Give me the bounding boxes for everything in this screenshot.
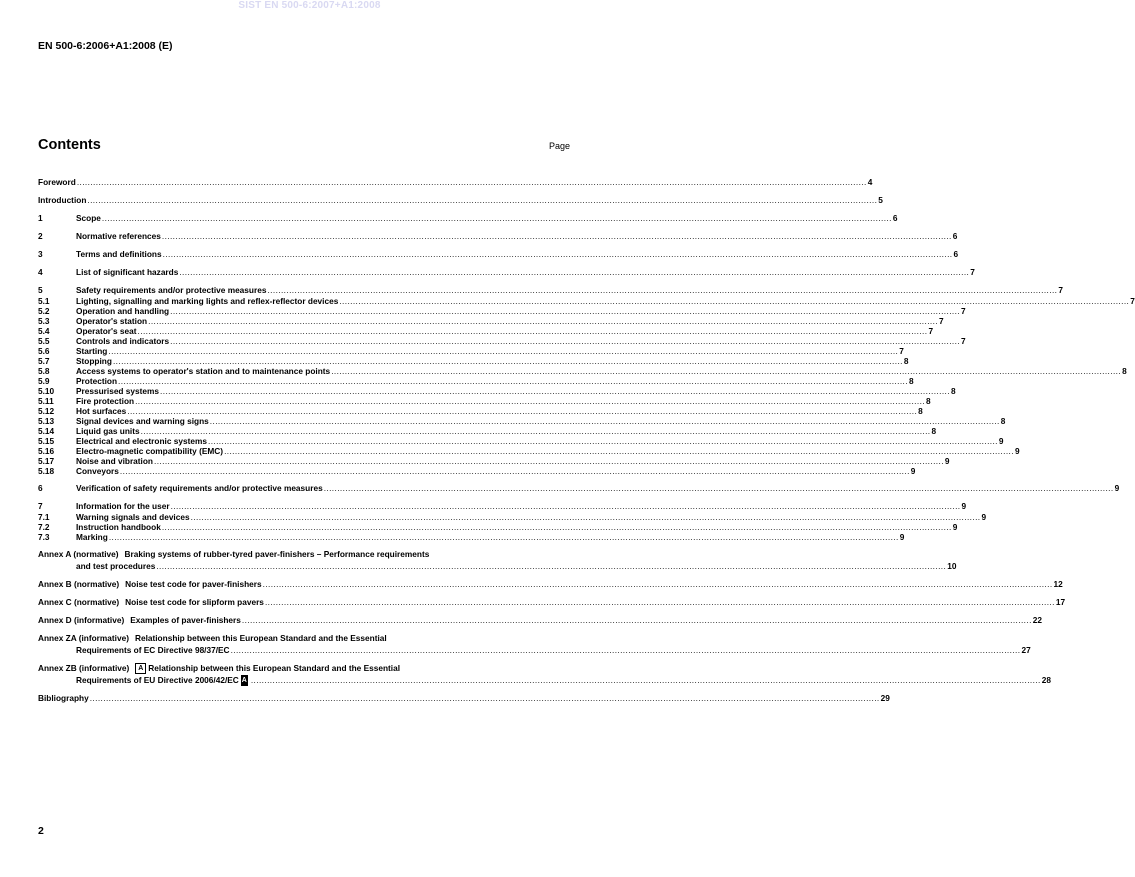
toc-number: 7.3: [38, 532, 50, 542]
toc-entry-5-14[interactable]: [38, 426, 937, 436]
toc-annex-label: Annex C (normative): [38, 597, 120, 607]
toc-entry-5-7[interactable]: [38, 356, 909, 366]
leader-dots: [108, 346, 898, 356]
toc-title: Electrical and electronic systems: [76, 436, 207, 446]
toc-entry-7-1[interactable]: [38, 512, 987, 522]
toc-page: 29: [880, 693, 890, 703]
toc-entry-4[interactable]: [38, 266, 975, 278]
toc-title: Foreword: [38, 177, 76, 187]
toc-number: 1: [38, 213, 43, 223]
toc-page: 9: [952, 522, 958, 532]
toc-number: 5.8: [38, 366, 50, 376]
toc-entry-1[interactable]: [38, 212, 898, 224]
toc-page: 27: [1021, 645, 1031, 655]
toc-entry-7[interactable]: [38, 500, 967, 512]
toc-title-continuation: Requirements of EC Directive 98/37/EC: [76, 645, 230, 655]
toc-title: Operator's station: [76, 316, 148, 326]
toc-number: 5.18: [38, 466, 55, 476]
toc-title: Warning signals and devices: [76, 512, 190, 522]
toc-page: 9: [899, 532, 905, 542]
watermark: SIST EN 500-6:2007+A1:2008: [238, 0, 381, 11]
toc-entry-5-11[interactable]: [38, 396, 931, 406]
toc-number: 3: [38, 249, 43, 259]
leader-dots: [331, 366, 1121, 376]
toc-entry-bibliography[interactable]: [38, 692, 890, 704]
toc-entry-7-3[interactable]: [38, 532, 905, 542]
toc-number: 4: [38, 267, 43, 277]
toc-page: 8: [903, 356, 909, 366]
leader-dots: [191, 512, 981, 522]
toc-number: 6: [38, 483, 43, 493]
toc-entry-5-8[interactable]: [38, 366, 1127, 376]
leader-dots: [102, 212, 892, 224]
toc-title: Introduction: [38, 195, 87, 205]
toc-entry-5-1[interactable]: [38, 296, 1135, 306]
toc-page: 8: [931, 426, 937, 436]
toc-entry-5-16[interactable]: [38, 446, 1020, 456]
contents-heading: Contents: [38, 137, 101, 153]
toc-page: 5: [878, 195, 883, 205]
toc-number: 5.4: [38, 326, 50, 336]
leader-dots: [267, 284, 1057, 296]
leader-dots: [231, 644, 1021, 656]
leader-dots: [156, 560, 946, 572]
toc-page: 6: [892, 213, 898, 223]
toc-number: 2: [38, 231, 43, 241]
leader-dots: [170, 306, 960, 316]
toc-title: Examples of paver-finishers: [130, 615, 241, 625]
toc-title: Liquid gas units: [76, 426, 140, 436]
toc-title: Access systems to operator's station and to maintenance points: [76, 366, 331, 376]
toc-entry-annex-za[interactable]: [38, 632, 1031, 656]
toc-title: Marking: [76, 532, 108, 542]
leader-dots: [224, 446, 1014, 456]
toc-number: 5.15: [38, 436, 55, 446]
toc-page: 4: [867, 177, 873, 187]
toc-title: Protection: [76, 376, 118, 386]
toc-entry-5-3[interactable]: [38, 316, 944, 326]
toc-entry-5-2[interactable]: [38, 306, 966, 316]
toc-number: 5.10: [38, 386, 55, 396]
toc-annex-label: Annex ZB (informative): [38, 663, 130, 673]
leader-dots: [162, 522, 952, 532]
leader-dots: [171, 500, 961, 512]
toc-number: 5.17: [38, 456, 55, 466]
toc-title: Hot surfaces: [76, 406, 127, 416]
leader-dots: [77, 176, 867, 188]
toc-entry-5-18[interactable]: [38, 466, 916, 476]
toc-number: 5.11: [38, 396, 54, 406]
leader-dots: [118, 376, 908, 386]
toc-title: Instruction handbook: [76, 522, 161, 532]
toc-page: 9: [998, 436, 1004, 446]
toc-title: List of significant hazards: [76, 267, 179, 277]
leader-dots: [109, 532, 899, 542]
toc-number: 5.5: [38, 336, 50, 346]
toc-page: 8: [908, 376, 914, 386]
toc-entry-5-10[interactable]: [38, 386, 956, 396]
toc-page: 9: [944, 456, 950, 466]
leader-dots: [162, 230, 952, 242]
toc-page: 9: [1114, 483, 1120, 493]
toc-title: Fire protection: [76, 396, 135, 406]
toc-title: Controls and indicators: [76, 336, 170, 346]
toc-page: 7: [939, 316, 944, 326]
toc-title: Conveyors: [76, 466, 119, 476]
toc-entry-5-12[interactable]: [38, 406, 923, 416]
toc-annex-label: Annex B (normative): [38, 579, 120, 589]
toc-title-continuation: and test procedures: [76, 561, 156, 571]
toc-title: Starting: [76, 346, 108, 356]
toc-title: Information for the user: [76, 501, 170, 511]
leader-dots: [179, 266, 969, 278]
leader-dots: [242, 614, 1032, 626]
toc-title: Normative references: [76, 231, 161, 241]
toc-entry-annex-c[interactable]: [38, 596, 1066, 608]
toc-number: 5.1: [38, 296, 50, 306]
toc-page: 7: [928, 326, 934, 336]
leader-dots: [263, 578, 1053, 590]
toc-entry-foreword[interactable]: [38, 176, 873, 188]
toc-entry-5-13[interactable]: [38, 416, 1006, 426]
toc-entry-7-2[interactable]: [38, 522, 958, 532]
leader-dots: [163, 248, 953, 260]
toc-annex-label: Annex ZA (informative): [38, 633, 129, 643]
leader-dots: [138, 326, 928, 336]
toc-number: 5.12: [38, 406, 55, 416]
toc-entry-5-4[interactable]: [38, 326, 934, 336]
toc-title: Operator's seat: [76, 326, 137, 336]
toc-page: 28: [1041, 675, 1051, 685]
toc-page: 8: [926, 396, 931, 406]
toc-page: 8: [950, 386, 956, 396]
table-of-contents: [38, 176, 1135, 704]
toc-title: Signal devices and warning signs: [76, 416, 209, 426]
toc-title-continuation: Requirements of EU Directive 2006/42/EC: [76, 675, 239, 685]
toc-title: Braking systems of rubber-tyred paver-finishers – Performance requirements: [124, 549, 430, 559]
toc-title: Scope: [76, 213, 101, 223]
toc-title: Noise and vibration: [76, 456, 153, 466]
toc-annex-label: Annex A (normative): [38, 549, 119, 559]
leader-dots: [265, 596, 1055, 608]
toc-entry-5-17[interactable]: [38, 456, 950, 466]
toc-entry-5-9[interactable]: [38, 376, 914, 386]
toc-number: 5.6: [38, 346, 50, 356]
amendment-start-marker-icon: A: [135, 663, 146, 674]
leader-dots: [251, 674, 1041, 686]
toc-page: 22: [1032, 615, 1043, 625]
leader-dots: [120, 466, 910, 476]
toc-page: 6: [953, 249, 959, 259]
toc-title: Noise test code for paver-finishers: [125, 579, 262, 589]
leader-dots: [208, 436, 998, 446]
toc-page: 10: [947, 561, 957, 571]
leader-dots: [148, 316, 938, 326]
toc-number: 7: [38, 501, 43, 511]
toc-entry-annex-a[interactable]: [38, 548, 957, 572]
toc-number: 5.16: [38, 446, 55, 456]
leader-dots: [90, 692, 880, 704]
toc-title: Lighting, signalling and marking lights and reflex-reflector devices: [76, 296, 339, 306]
toc-number: 7.1: [38, 512, 50, 522]
document-id: EN 500-6:2006+A1:2008 (E): [38, 40, 173, 52]
toc-title: Safety requirements and/or protective measures: [76, 285, 267, 295]
toc-entry-3[interactable]: [38, 248, 959, 260]
toc-page: 6: [952, 231, 958, 241]
toc-page: 9: [910, 466, 916, 476]
toc-page: 8: [918, 406, 923, 416]
toc-entry-introduction[interactable]: [38, 194, 883, 206]
toc-entry-5-5[interactable]: [38, 336, 966, 346]
leader-dots: [170, 336, 960, 346]
toc-entry-annex-zb[interactable]: [38, 662, 1051, 686]
toc-title: Bibliography: [38, 693, 89, 703]
toc-title: Relationship between this European Standard and the Essential: [148, 663, 400, 673]
toc-page: 7: [961, 306, 966, 316]
leader-dots: [210, 416, 1000, 426]
toc-number: 5.9: [38, 376, 50, 386]
toc-title: Terms and definitions: [76, 249, 162, 259]
leader-dots: [127, 406, 917, 416]
leader-dots: [154, 456, 944, 466]
toc-page: 7: [961, 336, 966, 346]
toc-entry-annex-d[interactable]: [38, 614, 1043, 626]
leader-dots: [339, 296, 1129, 306]
leader-dots: [141, 426, 931, 436]
toc-entry-5-6[interactable]: [38, 346, 904, 356]
toc-page: 12: [1053, 579, 1063, 589]
toc-title: Noise test code for slipform pavers: [125, 597, 264, 607]
leader-dots: [324, 482, 1114, 494]
toc-title: Stopping: [76, 356, 112, 366]
toc-page: 8: [1122, 366, 1127, 376]
toc-page: 9: [961, 501, 967, 511]
toc-title: Verification of safety requirements and/or protective measures: [76, 483, 323, 493]
toc-entry-5-15[interactable]: [38, 436, 1004, 446]
toc-page: 8: [1000, 416, 1006, 426]
toc-page: 9: [981, 512, 987, 522]
leader-dots: [160, 386, 950, 396]
toc-entry-annex-b[interactable]: [38, 578, 1063, 590]
toc-page: 7: [1058, 285, 1063, 295]
toc-number: 5.2: [38, 306, 50, 316]
toc-number: 5: [38, 285, 43, 295]
toc-entry-2[interactable]: [38, 230, 958, 242]
toc-page: 9: [1014, 446, 1020, 456]
toc-annex-label: Annex D (informative): [38, 615, 125, 625]
toc-entry-6[interactable]: [38, 482, 1120, 494]
toc-page: 7: [899, 346, 904, 356]
page-column-label: Page: [548, 141, 570, 151]
toc-title: Electro-magnetic compatibility (EMC): [76, 446, 224, 456]
toc-number: 5.3: [38, 316, 50, 326]
toc-page: 7: [970, 267, 975, 277]
toc-number: 5.13: [38, 416, 55, 426]
toc-title: Relationship between this European Standard and the Essential: [134, 633, 387, 643]
leader-dots: [113, 356, 903, 366]
leader-dots: [87, 194, 877, 206]
toc-number: 5.7: [38, 356, 50, 366]
toc-title: Operation and handling: [76, 306, 170, 316]
toc-number: 5.14: [38, 426, 55, 436]
toc-number: 7.2: [38, 522, 50, 532]
leader-dots: [135, 396, 925, 406]
toc-entry-5[interactable]: [38, 284, 1063, 296]
toc-page: 17: [1055, 597, 1066, 607]
page-number: 2: [38, 825, 44, 837]
toc-title: Pressurised systems: [76, 386, 160, 396]
toc-page: 7: [1130, 296, 1135, 306]
amendment-end-marker-icon: A: [241, 677, 247, 684]
